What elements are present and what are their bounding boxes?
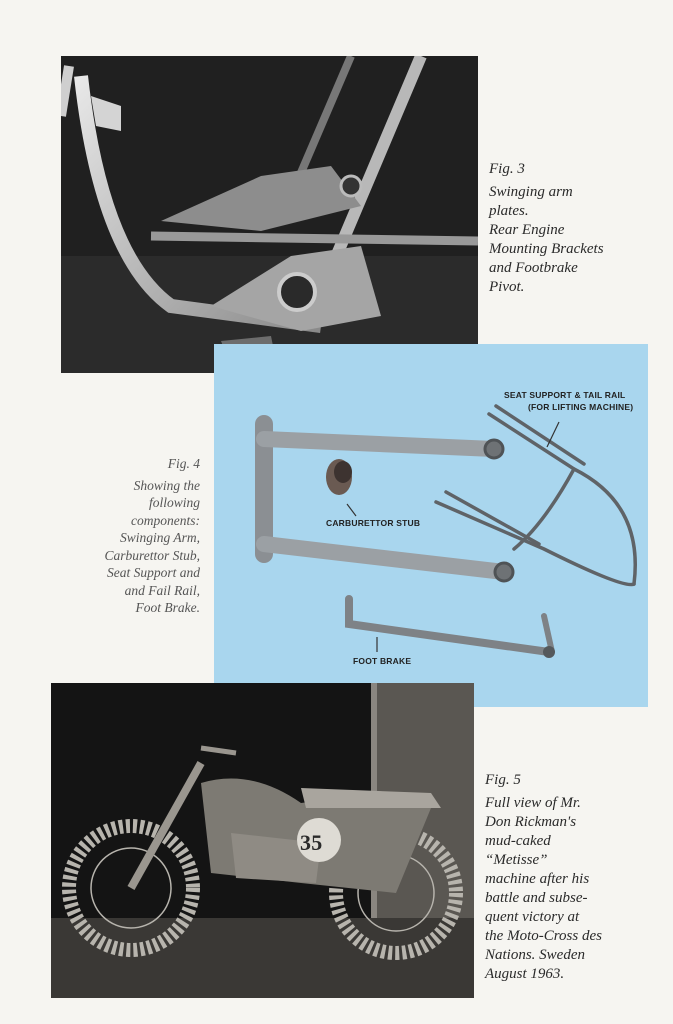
fig3-line: Pivot.: [489, 279, 525, 295]
fig4-line: Showing the: [133, 477, 200, 493]
fig5-line: the Moto-Cross des: [485, 928, 602, 944]
fig4-caption: [40, 455, 200, 617]
fig3-caption: [489, 160, 604, 297]
fig4-line: and Fail Rail,: [124, 582, 200, 598]
fig3-line: plates.: [489, 203, 529, 219]
fig4-line: Foot Brake.: [135, 600, 200, 615]
fig5-line: August 1963.: [485, 966, 565, 982]
fig3-line: and Footbrake: [489, 260, 578, 276]
fig4-title: Fig. 4: [167, 456, 200, 471]
foot-brake-part: [349, 599, 555, 658]
fig3-line: Swinging arm: [489, 184, 573, 200]
fig3-line: Mounting Brackets: [489, 241, 604, 257]
fig5-line: quent victory at: [485, 909, 580, 925]
carburettor-stub-part: [326, 459, 352, 495]
carburettor-stub-label: CARBURETTOR STUB: [326, 518, 421, 528]
fig5-line: battle and subse-: [485, 890, 588, 906]
fig5-line: mud-caked: [485, 833, 551, 849]
seat-support-label-line1: SEAT SUPPORT & TAIL RAIL: [504, 390, 626, 400]
fig5-line: Full view of Mr.: [485, 795, 581, 811]
fig3-frame-photo: [61, 56, 478, 373]
fig4-line: following: [148, 495, 200, 510]
seat-support-part: [436, 406, 635, 585]
swinging-arm-part: [264, 424, 513, 581]
foot-brake-label: FOOT BRAKE: [353, 656, 412, 666]
fig5-caption: [485, 771, 602, 984]
fig4-line: Carburettor Stub,: [104, 547, 200, 563]
seat-support-label-line2: (FOR LIFTING MACHINE): [528, 402, 634, 412]
fig5-line: machine after his: [485, 871, 590, 887]
fig3-line: Rear Engine: [489, 222, 565, 238]
fig3-title: Fig. 3: [489, 161, 525, 177]
race-number-plate: 35: [300, 830, 323, 855]
fig5-line: Don Rickman's: [485, 814, 577, 830]
fig5-line: Nations. Sweden: [485, 947, 585, 963]
fig4-line: Seat Support and: [107, 565, 200, 580]
fig4-line: Swinging Arm,: [119, 530, 200, 545]
fig5-title: Fig. 5: [485, 772, 521, 788]
fig5-line: “Metisse”: [485, 852, 548, 868]
fig4-line: components:: [131, 512, 200, 528]
fig5-motorcycle-photo: [51, 683, 474, 998]
